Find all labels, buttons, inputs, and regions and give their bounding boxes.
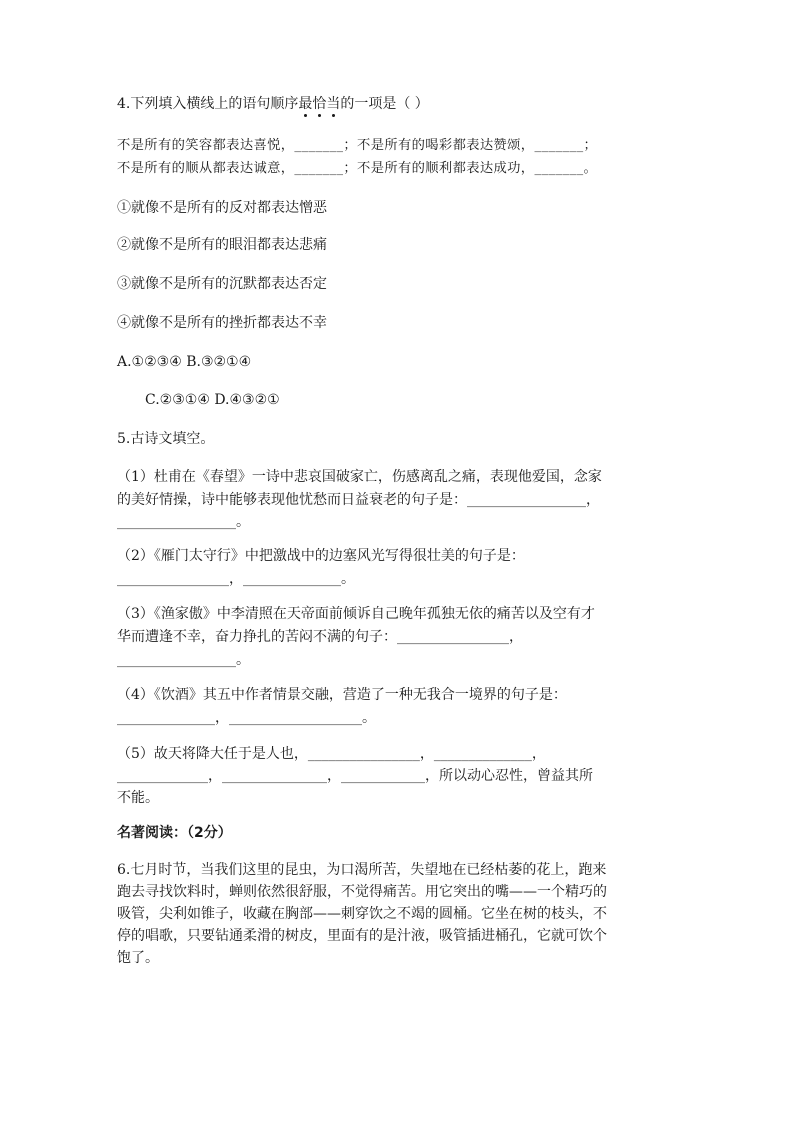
question-5-item-5-line-3: 不能。	[117, 790, 159, 806]
question-6-line-4: 停的唱歌，只要钻通柔滑的树皮，里面有的是汁液，吸管插进桶孔，它就可饮个	[117, 928, 607, 944]
question-5-item-4-line-2: ______________，___________________。	[117, 710, 376, 726]
question-5-item-5-line-2: _____________，_______________，____________，所以动心忍性，曾益其所	[117, 768, 593, 784]
question-5-item-1-line-3: _________________。	[117, 514, 250, 530]
question-5-item-4-line-1: （4）《饮酒》其五中作者情景交融，营造了一种无我合一境界的句子是：	[117, 687, 567, 703]
question-5-item-1-line-2: 的美好情操，诗中能够表现他忧愁而日益衰老的句子是：_________________，	[117, 492, 600, 508]
question-4-option-2: ②就像不是所有的眼泪都表达悲痛	[117, 237, 327, 253]
question-5-item-3-line-1: （3）《渔家傲》中李清照在天帝面前倾诉自己晚年孤独无依的痛苦以及空有才	[117, 606, 595, 622]
question-4-option-3: ③就像不是所有的沉默都表达否定	[117, 276, 327, 292]
question-4-stem-end: 的一项是（ ）	[340, 96, 429, 112]
question-5-item-2-line-2: ________________，______________。	[117, 571, 355, 587]
question-4-option-4: ④就像不是所有的挫折都表达不幸	[117, 315, 327, 331]
question-6-line-5: 饱了。	[117, 950, 159, 966]
question-4-stem-start: 4.下列填入横线上的语句顺序	[117, 96, 299, 112]
question-5-item-5-line-1: （5）故天将降大任于是人也，________________，______________，	[117, 746, 546, 762]
question-5-title: 5.古诗文填空。	[117, 431, 215, 447]
emphasis-dot-char: 最	[298, 96, 313, 112]
question-4-passage-line-2: 不是所有的顺从都表达诚意，_______；不是所有的顺利都表达成功，_______。	[117, 161, 598, 176]
question-4-option-1: ①就像不是所有的反对都表达憎恶	[117, 200, 327, 216]
question-6-line-1: 6.七月时节，当我们这里的昆虫，为口渴所苦，失望地在已经枯萎的花上，跑来	[117, 862, 607, 878]
question-4-stem	[117, 95, 429, 113]
question-4-choices-cd: C.②③①④ D.④③②①	[145, 392, 280, 408]
question-5-item-3-line-2: 华而遭逢不幸，奋力挣扎的苦闷不满的句子：________________，	[117, 629, 523, 645]
section-title: 名著阅读：（2分）	[117, 825, 232, 841]
emphasis-dot-char: 恰	[312, 96, 327, 112]
question-4-passage-line-1: 不是所有的笑容都表达喜悦，_______；不是所有的喝彩都表达赞颂，_______；	[117, 138, 598, 153]
question-4-choices-ab: A.①②③④ B.③②①④	[117, 354, 252, 370]
question-5-item-1-line-1: （1）杜甫在《春望》一诗中悲哀国破家亡，伤感离乱之痛，表现他爱国，念家	[117, 469, 602, 485]
question-5-item-3-line-3: _________________。	[117, 652, 250, 668]
emphasis-dot-char: 当	[326, 96, 341, 112]
question-6-line-3: 吸管，尖利如锥子，收藏在胸部——刺穿饮之不竭的圆桶。它坐在树的枝头，不	[117, 906, 607, 922]
question-6-line-2: 跑去寻找饮料时，蝉则依然很舒服，不觉得痛苦。用它突出的嘴——一个精巧的	[117, 884, 607, 900]
question-5-item-2-line-1: （2）《雁门太守行》中把激战中的边塞风光写得很壮美的句子是：	[117, 548, 525, 564]
